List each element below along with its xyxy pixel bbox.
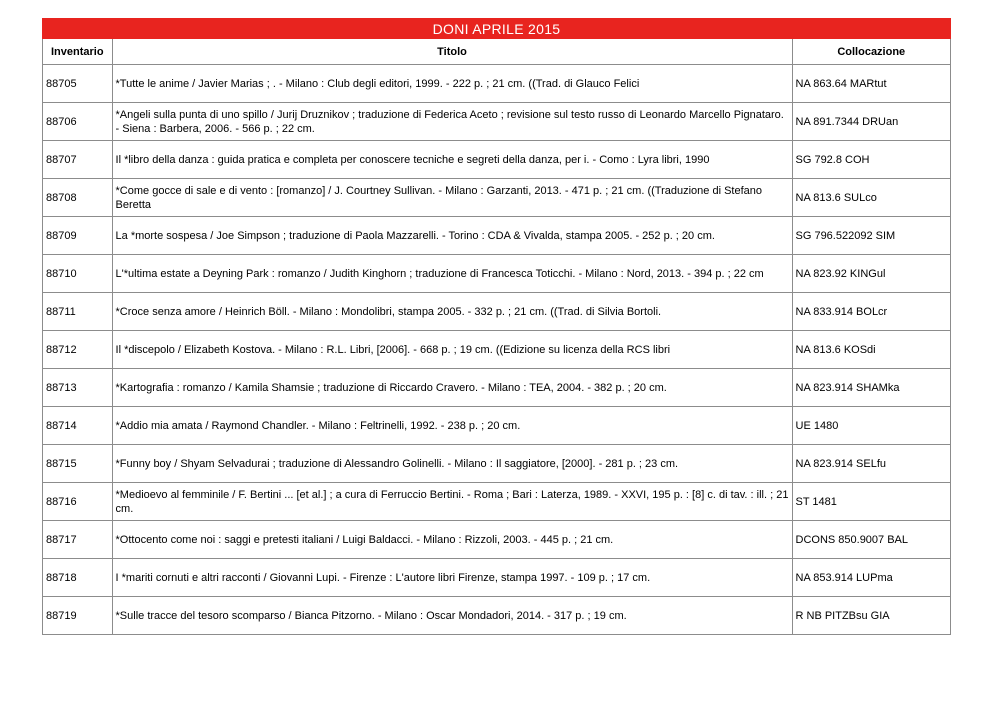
collocazione-cell[interactable]: NA 863.64 MARtut <box>792 65 951 103</box>
titolo-cell[interactable]: *Kartografia : romanzo / Kamila Shamsie ; traduzione di Riccardo Cravero. - Milano : TEA, 2004. - 382 p. ; 20 cm. <box>112 369 792 407</box>
titolo-cell[interactable]: La *morte sospesa / Joe Simpson ; traduzione di Paola Mazzarelli. - Torino : CDA & Vivalda, stampa 2005. - 252 p. ; 20 cm. <box>112 217 792 255</box>
table-body <box>43 65 951 635</box>
donations-table <box>42 18 951 635</box>
inventario-cell[interactable]: 88716 <box>43 483 113 521</box>
collocazione-cell[interactable]: UE 1480 <box>792 407 951 445</box>
collocazione-cell[interactable]: ST 1481 <box>792 483 951 521</box>
table-row <box>43 103 951 141</box>
inventario-cell[interactable]: 88717 <box>43 521 113 559</box>
table-row <box>43 331 951 369</box>
inventario-cell[interactable]: 88705 <box>43 65 113 103</box>
table-row <box>43 293 951 331</box>
titolo-cell[interactable]: *Ottocento come noi : saggi e pretesti italiani / Luigi Baldacci. - Milano : Rizzoli, 2003. - 445 p. ; 21 cm. <box>112 521 792 559</box>
inventario-cell[interactable]: 88713 <box>43 369 113 407</box>
collocazione-cell[interactable]: NA 823.92 KINGul <box>792 255 951 293</box>
titolo-cell[interactable]: *Tutte le anime / Javier Marias ; . - Milano : Club degli editori, 1999. - 222 p. ; 21 cm. ((Trad. di Glauco Felici <box>112 65 792 103</box>
collocazione-cell[interactable]: SG 792.8 COH <box>792 141 951 179</box>
inventario-cell[interactable]: 88712 <box>43 331 113 369</box>
sheet-title-row <box>43 19 951 39</box>
collocazione-cell[interactable]: NA 823.914 SHAMka <box>792 369 951 407</box>
titolo-cell[interactable]: *Sulle tracce del tesoro scomparso / Bianca Pitzorno. - Milano : Oscar Mondadori, 2014. - 317 p. ; 19 cm. <box>112 597 792 635</box>
inventario-cell[interactable]: 88706 <box>43 103 113 141</box>
collocazione-cell[interactable]: NA 813.6 KOSdi <box>792 331 951 369</box>
table-row <box>43 483 951 521</box>
titolo-cell[interactable]: *Come gocce di sale e di vento : [romanzo] / J. Courtney Sullivan. - Milano : Garzanti, 2013. - 471 p. ; 21 cm. ((Traduzione di Stefano Beretta <box>112 179 792 217</box>
titolo-cell[interactable]: I *mariti cornuti e altri racconti / Giovanni Lupi. - Firenze : L'autore libri Firenze, stampa 1997. - 109 p. ; 17 cm. <box>112 559 792 597</box>
table-row <box>43 141 951 179</box>
column-header-titolo[interactable]: Titolo <box>112 39 792 65</box>
table-row <box>43 65 951 103</box>
table-row <box>43 445 951 483</box>
titolo-cell[interactable]: *Addio mia amata / Raymond Chandler. - Milano : Feltrinelli, 1992. - 238 p. ; 20 cm. <box>112 407 792 445</box>
collocazione-cell[interactable]: SG 796.522092 SIM <box>792 217 951 255</box>
inventario-cell[interactable]: 88709 <box>43 217 113 255</box>
titolo-cell[interactable]: Il *discepolo / Elizabeth Kostova. - Milano : R.L. Libri, [2006]. - 668 p. ; 19 cm. ((Edizione su licenza della RCS libri <box>112 331 792 369</box>
collocazione-cell[interactable]: NA 813.6 SULco <box>792 179 951 217</box>
inventario-cell[interactable]: 88715 <box>43 445 113 483</box>
column-header-inventario[interactable]: Inventario <box>43 39 113 65</box>
column-header-collocazione[interactable]: Collocazione <box>792 39 951 65</box>
inventario-cell[interactable]: 88718 <box>43 559 113 597</box>
titolo-cell[interactable]: *Angeli sulla punta di uno spillo / Jurij Druznikov ; traduzione di Federica Aceto ; revisione sul testo russo di Leonardo Marcello Pignataro. - Siena : Barbera, 2006. - 566 p. ; 22 cm. <box>112 103 792 141</box>
titolo-cell[interactable]: *Medioevo al femminile / F. Bertini ... [et al.] ; a cura di Ferruccio Bertini. - Roma ; Bari : Laterza, 1989. - XXVI, 195 p. : [8] c. di tav. : ill. ; 21 cm. <box>112 483 792 521</box>
sheet-title[interactable]: DONI APRILE 2015 <box>43 19 951 39</box>
inventario-cell[interactable]: 88714 <box>43 407 113 445</box>
table-row <box>43 521 951 559</box>
table-row <box>43 217 951 255</box>
inventario-cell[interactable]: 88707 <box>43 141 113 179</box>
table-row <box>43 369 951 407</box>
table-row <box>43 255 951 293</box>
titolo-cell[interactable]: L'*ultima estate a Deyning Park : romanzo / Judith Kinghorn ; traduzione di Francesca Toticchi. - Milano : Nord, 2013. - 394 p. ; 22 cm <box>112 255 792 293</box>
header-row <box>43 39 951 65</box>
collocazione-cell[interactable]: NA 823.914 SELfu <box>792 445 951 483</box>
collocazione-cell[interactable]: R NB PITZBsu GIA <box>792 597 951 635</box>
inventario-cell[interactable]: 88719 <box>43 597 113 635</box>
inventario-cell[interactable]: 88710 <box>43 255 113 293</box>
titolo-cell[interactable]: Il *libro della danza : guida pratica e completa per conoscere tecniche e segreti della danza, per i. - Como : Lyra libri, 1990 <box>112 141 792 179</box>
collocazione-cell[interactable]: DCONS 850.9007 BAL <box>792 521 951 559</box>
titolo-cell[interactable]: *Funny boy / Shyam Selvadurai ; traduzione di Alessandro Golinelli. - Milano : Il saggiatore, [2000]. - 281 p. ; 23 cm. <box>112 445 792 483</box>
table-row <box>43 559 951 597</box>
collocazione-cell[interactable]: NA 833.914 BOLcr <box>792 293 951 331</box>
table-row <box>43 407 951 445</box>
collocazione-cell[interactable]: NA 853.914 LUPma <box>792 559 951 597</box>
table-row <box>43 597 951 635</box>
spreadsheet <box>42 18 951 635</box>
titolo-cell[interactable]: *Croce senza amore / Heinrich Böll. - Milano : Mondolibri, stampa 2005. - 332 p. ; 21 cm. ((Trad. di Silvia Bortoli. <box>112 293 792 331</box>
collocazione-cell[interactable]: NA 891.7344 DRUan <box>792 103 951 141</box>
table-row <box>43 179 951 217</box>
inventario-cell[interactable]: 88711 <box>43 293 113 331</box>
inventario-cell[interactable]: 88708 <box>43 179 113 217</box>
